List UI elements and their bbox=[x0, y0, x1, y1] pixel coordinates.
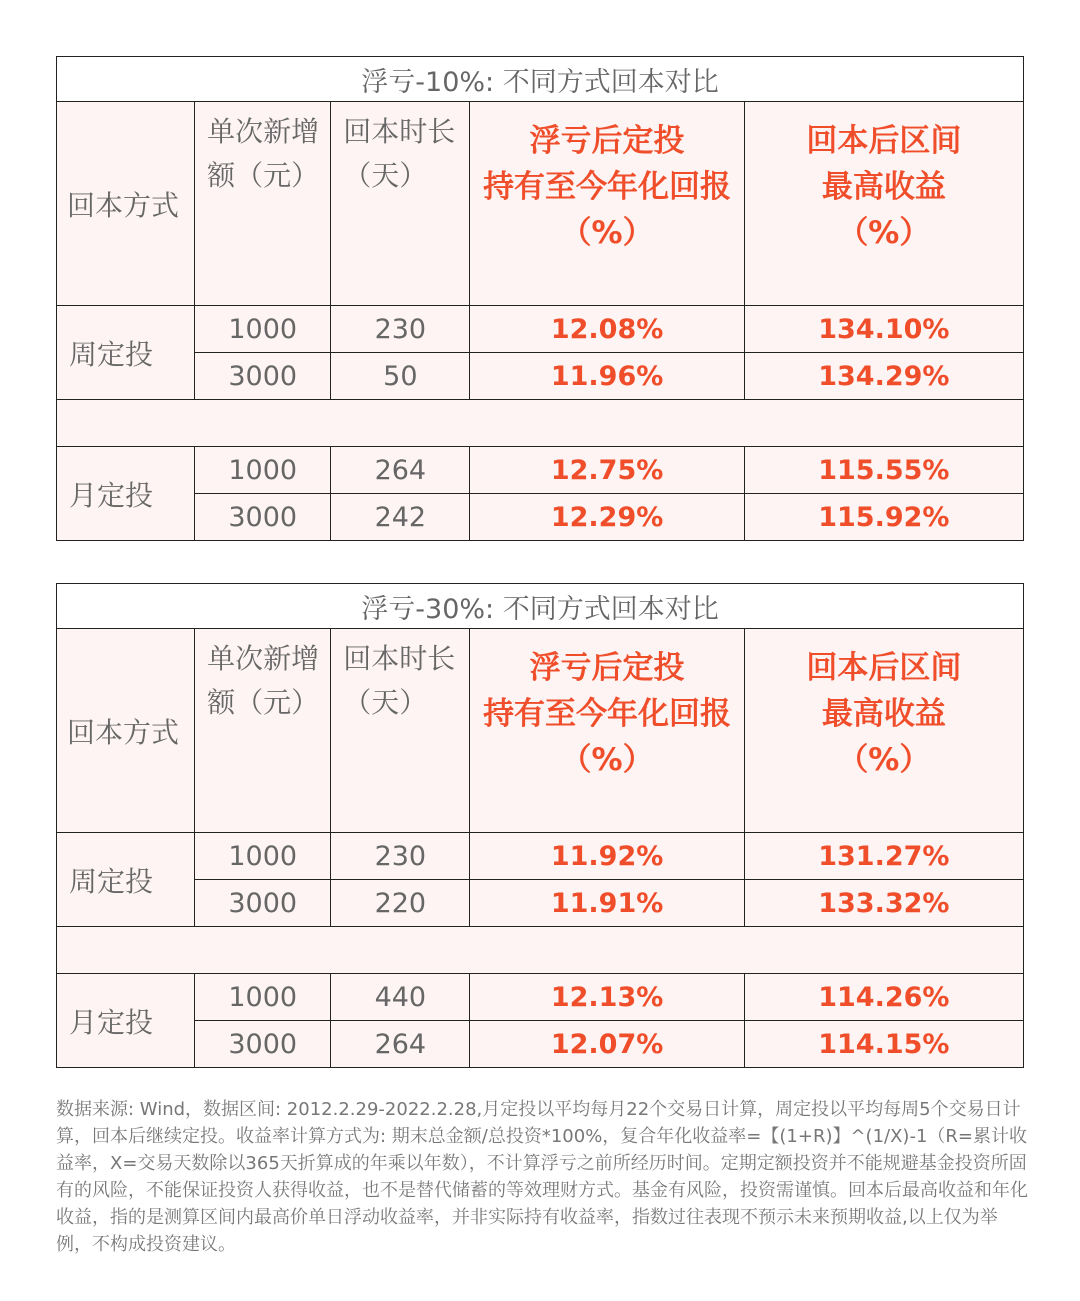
comparison-table-30 bbox=[56, 583, 1024, 1068]
cell-days: 242 bbox=[331, 494, 470, 541]
cell-annual: 11.92% bbox=[470, 833, 744, 880]
cell-maxgain: 115.55% bbox=[744, 447, 1023, 494]
cell-annual: 12.08% bbox=[470, 306, 744, 353]
cell-maxgain: 114.26% bbox=[744, 974, 1023, 1021]
cell-annual: 12.13% bbox=[470, 974, 744, 1021]
disclaimer-note: 数据来源: Wind，数据区间: 2012.2.29-2022.2.28,月定投以平均每月22个交易日计算，周定投以平均每周5个交易日计算，回本后继续定投。收益率计算方式为: 期末总金额/总投资*100%，复合年化收益率=【(1+R)】^(1/X)-1（R=累计收益率，X=交易天数除以365天折算成的年乘以年数），不计算浮亏之前所经历时间。定期定额投资并不能规避基金投资所固有的风险，不能保证投资人获得收益，也不是替代储蓄的等效理财方式。基金有风险，投资需谨慎。回本后最高收益和年化收益，指的是测算区间内最高价单日浮动收益率，并非实际持有收益率，指数过往表现不预示未来预期收益,以上仅为举例，不构成投资建议。 bbox=[56, 1099, 1028, 1255]
comparison-table-10 bbox=[56, 56, 1024, 541]
cell-days: 230 bbox=[331, 306, 470, 353]
table-row bbox=[57, 880, 1024, 927]
separator-row bbox=[57, 400, 1024, 447]
table-row bbox=[57, 306, 1024, 353]
header-method: 回本方式 bbox=[57, 102, 195, 306]
group-label-monthly: 月定投 bbox=[57, 447, 195, 541]
cell-maxgain: 115.92% bbox=[744, 494, 1023, 541]
cell-days: 264 bbox=[331, 447, 470, 494]
table-title: 浮亏-30%: 不同方式回本对比 bbox=[57, 584, 1024, 629]
table-row bbox=[57, 974, 1024, 1021]
table-title: 浮亏-10%: 不同方式回本对比 bbox=[57, 57, 1024, 102]
header-days: 回本时长 （天） bbox=[331, 629, 470, 833]
cell-amount: 1000 bbox=[195, 974, 331, 1021]
cell-annual: 12.75% bbox=[470, 447, 744, 494]
cell-amount: 1000 bbox=[195, 306, 331, 353]
cell-days: 220 bbox=[331, 880, 470, 927]
table-row bbox=[57, 494, 1024, 541]
table-row bbox=[57, 833, 1024, 880]
cell-annual: 12.29% bbox=[470, 494, 744, 541]
cell-amount: 3000 bbox=[195, 353, 331, 400]
table-row bbox=[57, 353, 1024, 400]
header-days: 回本时长 （天） bbox=[331, 102, 470, 306]
cell-amount: 3000 bbox=[195, 880, 331, 927]
cell-amount: 1000 bbox=[195, 447, 331, 494]
header-annual-return: 浮亏后定投 持有至今年化回报 （%） bbox=[470, 629, 744, 833]
cell-amount: 3000 bbox=[195, 1021, 331, 1068]
header-method: 回本方式 bbox=[57, 629, 195, 833]
cell-days: 440 bbox=[331, 974, 470, 1021]
cell-amount: 3000 bbox=[195, 494, 331, 541]
cell-maxgain: 131.27% bbox=[744, 833, 1023, 880]
header-annual-return: 浮亏后定投 持有至今年化回报 （%） bbox=[470, 102, 744, 306]
cell-annual: 11.96% bbox=[470, 353, 744, 400]
group-label-weekly: 周定投 bbox=[57, 833, 195, 927]
cell-maxgain: 134.10% bbox=[744, 306, 1023, 353]
cell-annual: 12.07% bbox=[470, 1021, 744, 1068]
header-max-gain: 回本后区间 最高收益 （%） bbox=[744, 629, 1023, 833]
cell-annual: 11.91% bbox=[470, 880, 744, 927]
table-row bbox=[57, 447, 1024, 494]
cell-days: 230 bbox=[331, 833, 470, 880]
header-max-gain: 回本后区间 最高收益 （%） bbox=[744, 102, 1023, 306]
header-amount: 单次新增 额（元） bbox=[195, 102, 331, 306]
group-label-weekly: 周定投 bbox=[57, 306, 195, 400]
header-amount: 单次新增 额（元） bbox=[195, 629, 331, 833]
group-label-monthly: 月定投 bbox=[57, 974, 195, 1068]
cell-amount: 1000 bbox=[195, 833, 331, 880]
separator-row bbox=[57, 927, 1024, 974]
cell-maxgain: 133.32% bbox=[744, 880, 1023, 927]
table-row bbox=[57, 1021, 1024, 1068]
cell-days: 264 bbox=[331, 1021, 470, 1068]
cell-maxgain: 134.29% bbox=[744, 353, 1023, 400]
cell-days: 50 bbox=[331, 353, 470, 400]
cell-maxgain: 114.15% bbox=[744, 1021, 1023, 1068]
